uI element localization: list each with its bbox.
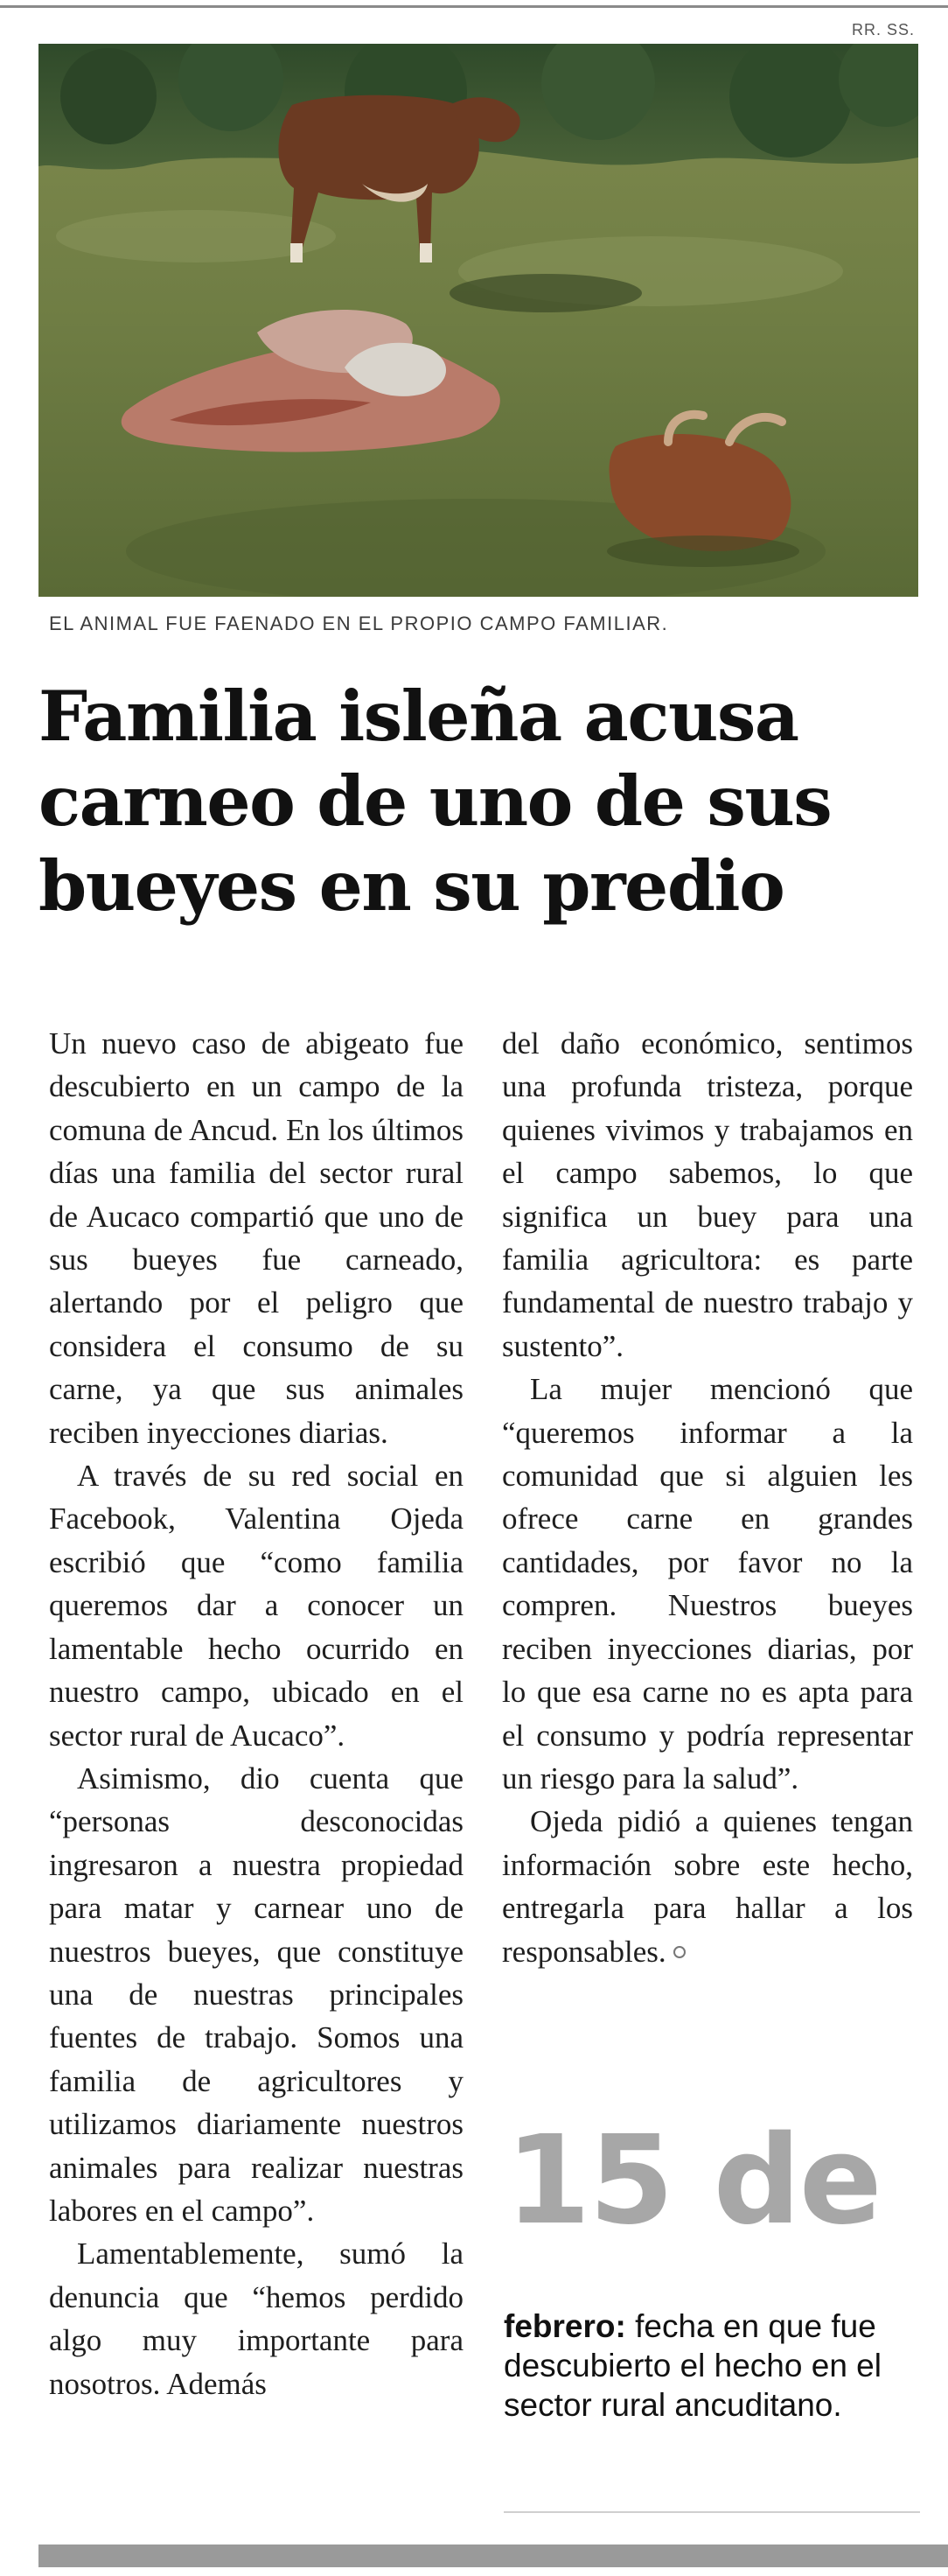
stat-number: 15 de: [505, 2110, 881, 2252]
article-column-right: [502, 1022, 913, 1973]
paragraph-4: Lamentablemente, sumó la denuncia que “hemos perdido algo muy importante para nosotros. Además: [49, 2236, 464, 2401]
divider-rule: [504, 2511, 920, 2513]
stat-bold-label: febrero:: [504, 2308, 626, 2344]
paragraph-3: Asimismo, dio cuenta que “personas desconocidas ingresaron a nuestra propiedad para matar y carnear uno de nuestros bueyes, que constituye una de nuestras principales fuentes de trabajo. Somos una familia de agricultores y utilizamos diariamente nuestros animales para realizar nuestras labores en el campo”.: [49, 1760, 464, 2228]
photo-caption: EL ANIMAL FUE FAENADO EN EL PROPIO CAMPO FAMILIAR.: [49, 612, 669, 634]
article-photo: [38, 44, 918, 597]
top-rule: [0, 5, 948, 8]
headline-line-2: carneo de uno de sus: [38, 760, 832, 842]
photo-credit: RR. SS.: [851, 21, 915, 38]
paragraph-1: Un nuevo caso de abigeato fue descubierto en un campo de la comuna de Ancud. En los últimos días una familia del sector rural de Aucaco compartió que uno de sus bueyes fue carneado, alertando por el peligro que considera el consumo de su carne, ya que sus animales reciben inyecciones diarias.: [49, 1026, 464, 1450]
paragraph-6-text: Ojeda pidió a quienes tengan información sobre este hecho, entregarla para hallar a los responsables.: [502, 1804, 913, 1969]
stat-description: [504, 2306, 915, 2425]
headline-line-3: bueyes en su predio: [38, 845, 784, 927]
paragraph-2: A través de su red social en Facebook, Valentina Ojeda escribió que “como familia queremos dar a conocer un lamentable hecho ocurrido en nuestro campo, ubicado en el sector rural de Aucaco”.: [49, 1459, 464, 1753]
paragraph-5: La mujer mencionó que “queremos informar a la comunidad que si alguien les ofrece carne en grandes cantidades, por favor no la compren. Nuestros bueyes reciben inyecciones diarias, por lo que esa carne no es apta para el consumo y podría representar un riesgo para la salud”.: [502, 1372, 913, 1796]
article-column-left: [49, 1022, 464, 2405]
headline-line-1: Familia isleña acusa: [38, 676, 798, 757]
paragraph-6: [502, 1800, 913, 1973]
paragraph-4-continued: del daño económico, sentimos una profunda tristeza, porque quienes vivimos y trabajamos en el campo sabemos, lo que significa un buey para una familia agricultora: es parte fundamental de nuestro trabajo y sustento”.: [502, 1026, 913, 1363]
bottom-rule: [38, 2544, 948, 2567]
headline: [38, 674, 922, 928]
stat-text: fecha en que fue descubierto el hecho en el sector rural ancuditano.: [504, 2308, 882, 2423]
cow-field-illustration: [38, 44, 918, 597]
end-of-article-icon: [673, 1946, 686, 1958]
